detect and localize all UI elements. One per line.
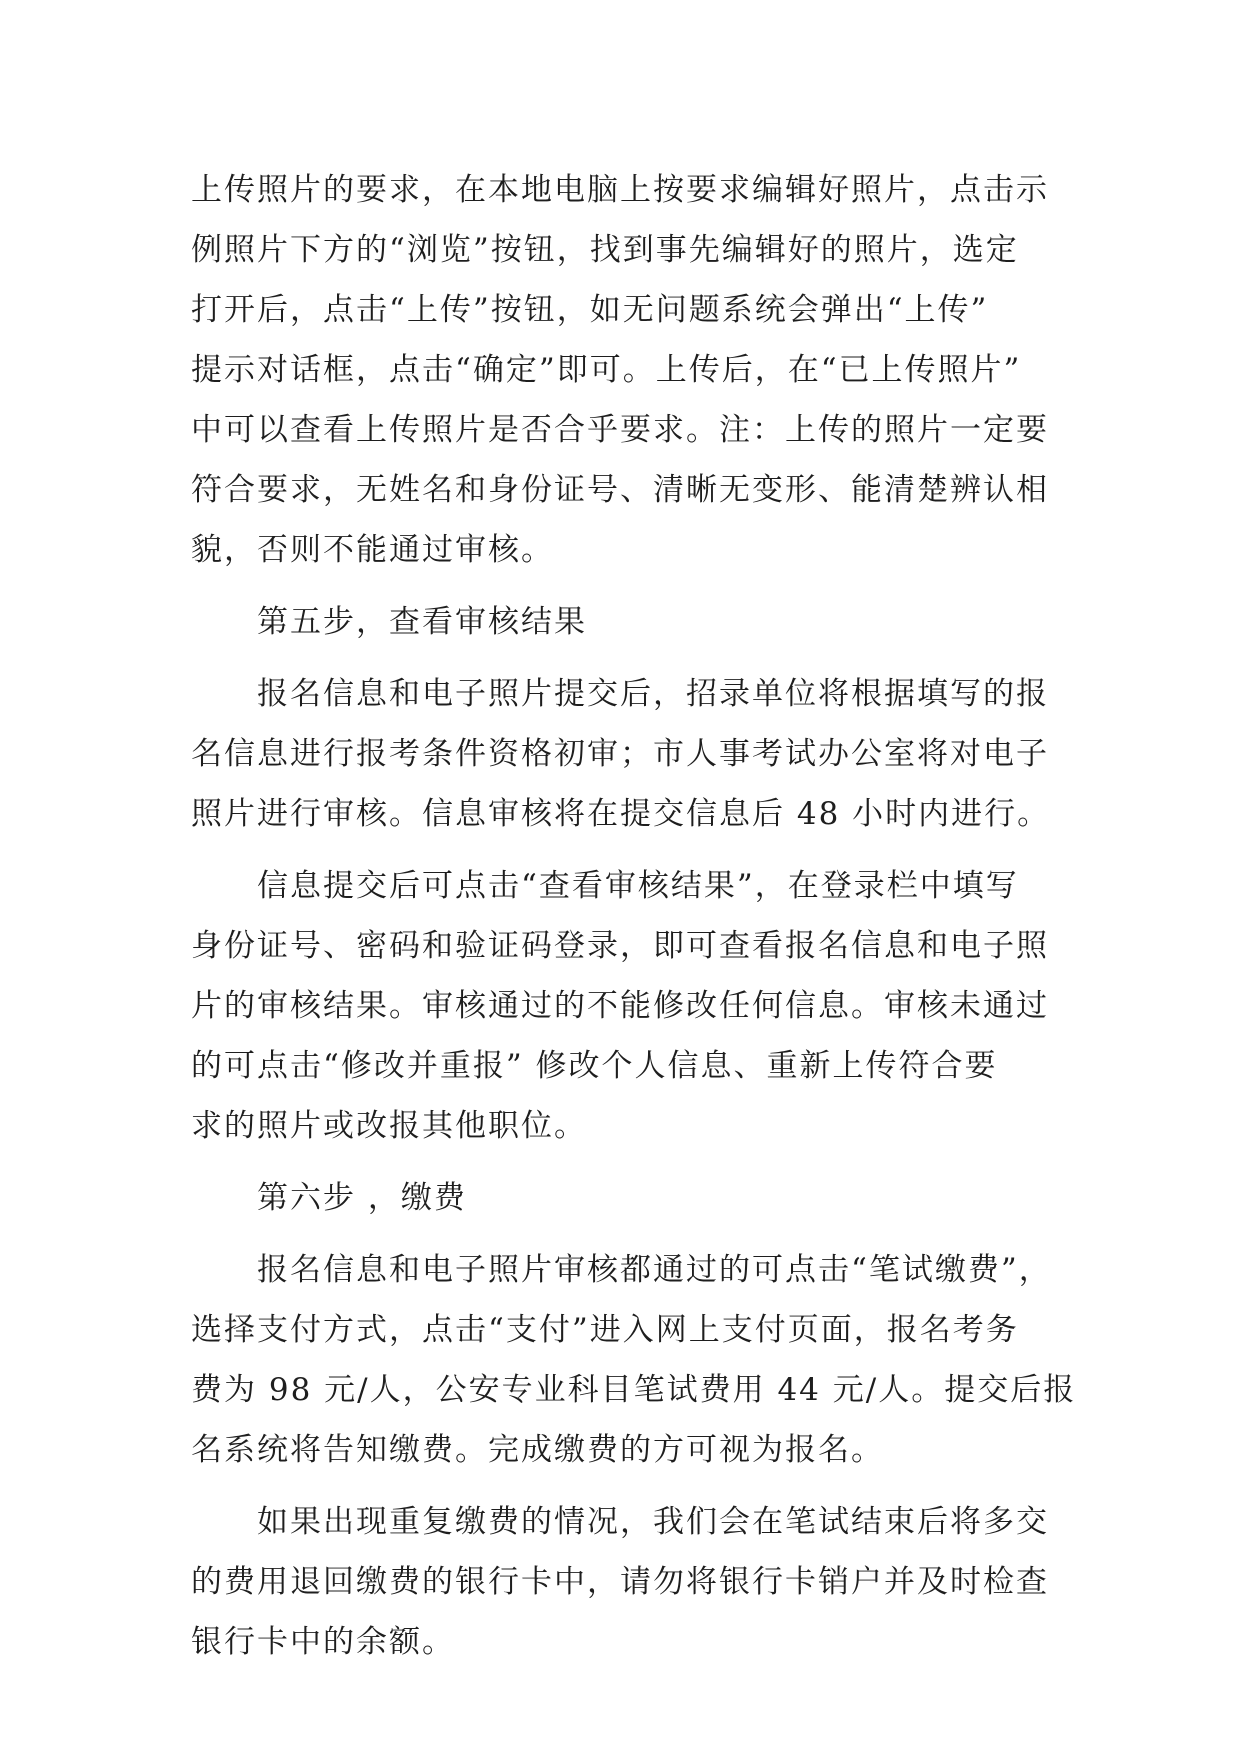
text-line: 费为 98 元/人，公安专业科目笔试费用 44 元/人。提交后报	[191, 1372, 1077, 1408]
text-line: 报名信息和电子照片审核都通过的可点击“笔试缴费”，	[257, 1252, 1052, 1288]
text-line: 选择支付方式，点击“支付”进入网上支付页面，报名考务	[191, 1312, 1019, 1348]
text-line: 提示对话框，点击“确定”即可。上传后，在“已上传照片”	[191, 352, 1022, 388]
text-line: 照片进行审核。信息审核将在提交信息后 48 小时内进行。	[191, 796, 1051, 832]
paragraph-check-review-result	[191, 856, 1071, 1156]
text-line: 例照片下方的“浏览”按钮，找到事先编辑好的照片，选定	[191, 232, 1019, 268]
text-line: 如果出现重复缴费的情况，我们会在笔试结束后将多交	[257, 1504, 1049, 1540]
text-line: 片的审核结果。审核通过的不能修改任何信息。审核未通过	[191, 988, 1049, 1024]
text-line: 银行卡中的余额。	[191, 1624, 455, 1660]
text-line: 貌，否则不能通过审核。	[191, 532, 554, 568]
text-line: 信息提交后可点击“查看审核结果”，在登录栏中填写	[257, 868, 1019, 904]
text-line: 身份证号、密码和验证码登录，即可查看报名信息和电子照	[191, 928, 1049, 964]
text-line: 符合要求，无姓名和身份证号、清晰无变形、能清楚辨认相	[191, 472, 1049, 508]
text-line: 打开后，点击“上传”按钮，如无问题系统会弹出“上传”	[191, 292, 989, 328]
text-line: 求的照片或改报其他职位。	[191, 1108, 587, 1144]
heading-line: 第六步 ，缴费	[257, 1180, 467, 1216]
text-line: 中可以查看上传照片是否合乎要求。注：上传的照片一定要	[191, 412, 1049, 448]
text-line: 上传照片的要求，在本地电脑上按要求编辑好照片，点击示	[191, 172, 1049, 208]
text-line: 的费用退回缴费的银行卡中，请勿将银行卡销户并及时检查	[191, 1564, 1049, 1600]
document-body	[191, 160, 1077, 1672]
paragraph-payment	[191, 1240, 1077, 1480]
step-five-heading	[191, 592, 1071, 652]
heading-line: 第五步，查看审核结果	[257, 604, 587, 640]
step-six-heading	[191, 1168, 1071, 1228]
text-line: 名系统将告知缴费。完成缴费的方可视为报名。	[191, 1432, 884, 1468]
text-line: 名信息进行报考条件资格初审；市人事考试办公室将对电子	[191, 736, 1049, 772]
text-line: 报名信息和电子照片提交后，招录单位将根据填写的报	[257, 676, 1049, 712]
paragraph-review-process	[191, 664, 1071, 844]
text-line: 的可点击“修改并重报” 修改个人信息、重新上传符合要	[191, 1048, 998, 1084]
paragraph-duplicate-payment-refund	[191, 1492, 1071, 1672]
paragraph-upload-photo-instructions	[191, 160, 1071, 580]
